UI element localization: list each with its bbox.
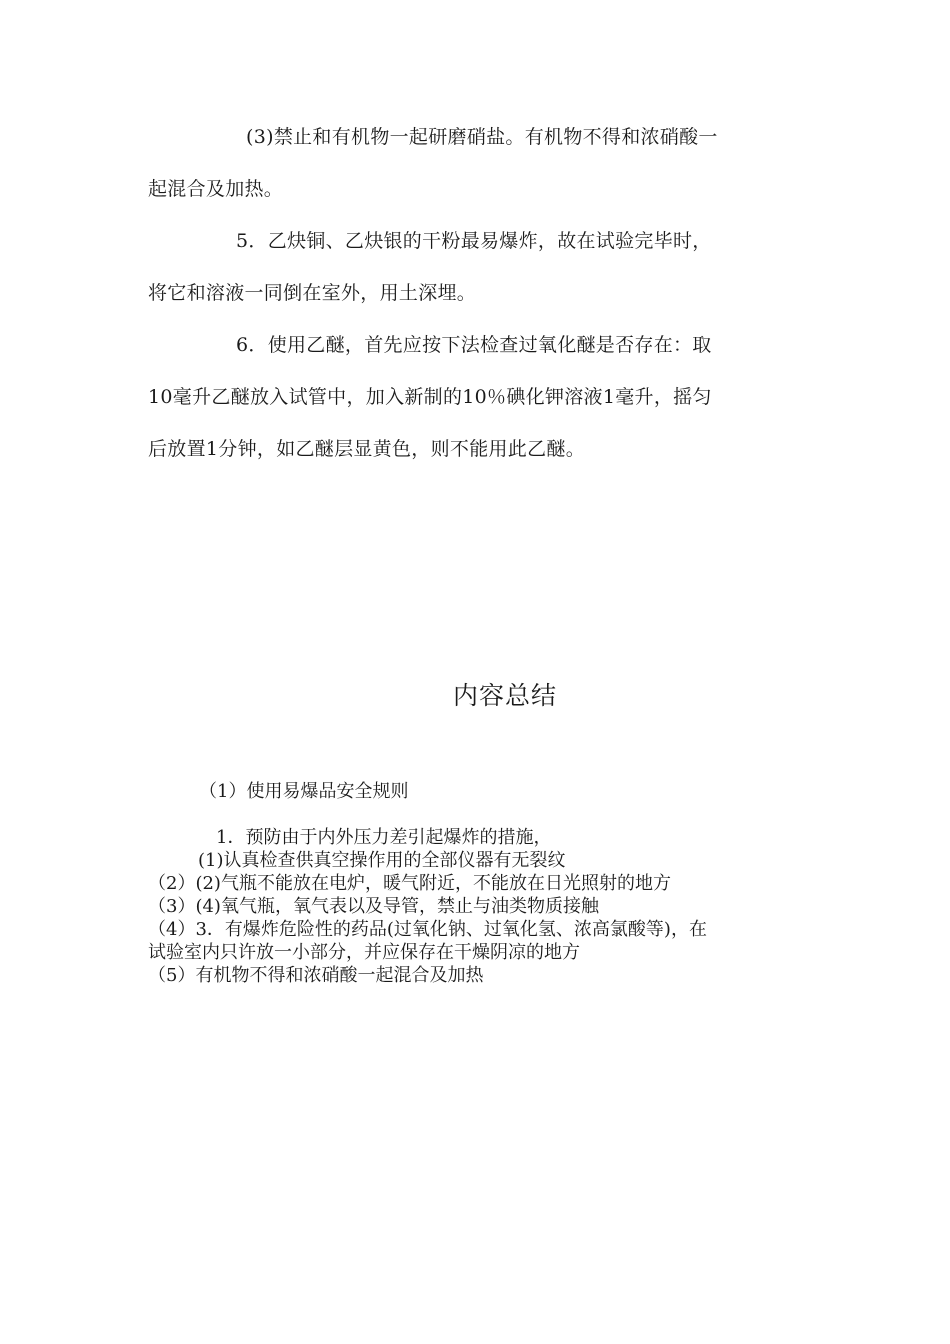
summary-item: （5）有机物不得和浓硝酸一起混合及加热 — [148, 965, 484, 986]
summary-heading: （1）使用易爆品安全规则 — [199, 781, 409, 802]
summary-item: 1．预防由于内外压力差引起爆炸的措施， — [216, 827, 552, 848]
summary-list — [148, 826, 808, 987]
summary-item: （4）3．有爆炸危险性的药品(过氧化钠、过氧化氢、浓高氯酸等)，在 — [148, 919, 707, 940]
summary-title: 内容总结 — [452, 681, 557, 710]
summary-item: （3）(4)氧气瓶，氧气表以及导管，禁止与油类物质接触 — [148, 896, 599, 917]
paragraph-line: 5．乙炔铜、乙炔银的干粉最易爆炸，故在试验完毕时， — [236, 230, 712, 252]
paragraph-line: 将它和溶液一同倒在室外，用土深埋。 — [148, 282, 477, 304]
summary-item: (1)认真检查供真空操作用的全部仪器有无裂纹 — [198, 850, 566, 871]
paragraph-line: 后放置1分钟，如乙醚层显黄色，则不能用此乙醚。 — [148, 438, 585, 460]
paragraph-line: 起混合及加热。 — [148, 178, 284, 200]
paragraph-organic-nitrate — [148, 111, 808, 215]
paragraph-ether-peroxide — [148, 319, 808, 475]
paragraph-acetylide — [148, 215, 808, 319]
paragraph-line: 6．使用乙醚，首先应按下法检查过氧化醚是否存在：取 — [236, 334, 712, 356]
summary-item: （2）(2)气瓶不能放在电炉，暖气附近，不能放在日光照射的地方 — [148, 873, 671, 894]
paragraph-line: 10毫升乙醚放入试管中，加入新制的10％碘化钾溶液1毫升，摇匀 — [148, 386, 712, 408]
summary-item: 试验室内只许放一小部分，并应保存在干燥阴凉的地方 — [148, 942, 580, 963]
paragraph-line: (3)禁止和有机物一起研磨硝盐。有机物不得和浓硝酸一 — [246, 126, 718, 148]
